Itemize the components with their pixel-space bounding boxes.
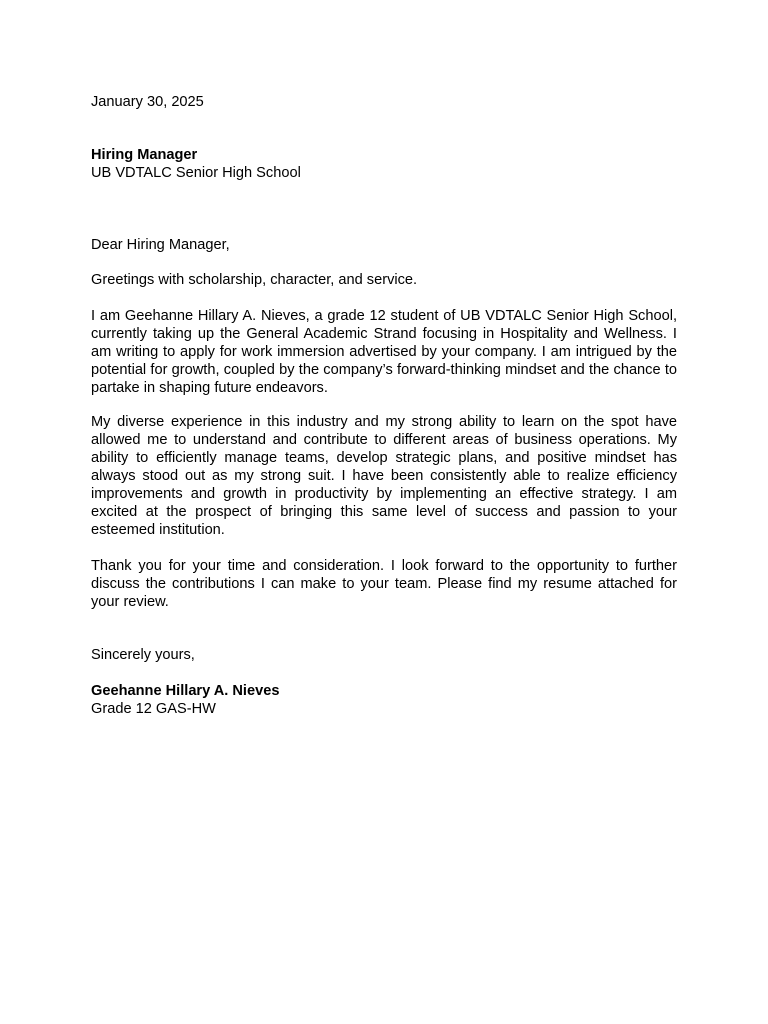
salutation-block (91, 236, 677, 254)
signature-name: Geehanne Hillary A. Nieves (91, 683, 280, 699)
letter-date-block (91, 93, 677, 111)
recipient-organization: UB VDTALC Senior High School (91, 165, 301, 181)
body-paragraph-3: Thank you for your time and consideration. I look forward to the opportunity to further discuss the contributions I can make to your team. Please find my resume attached for your review. (91, 558, 677, 610)
signature-position: Grade 12 GAS-HW (91, 701, 216, 717)
body-paragraph-1: I am Geehanne Hillary A. Nieves, a grade 12 student of UB VDTALC Senior High School, currently taking up the General Academic Strand focusing in Hospitality and Wellness. I am writing to apply for work immersion advertised by your company. I am intrigued by the potential for growth, coupled by the company’s forward-thinking mindset and the chance to partake in shaping future endeavors. (91, 308, 677, 396)
greeting: Greetings with scholarship, character, and service. (91, 272, 418, 288)
letter-date: January 30, 2025 (91, 94, 204, 110)
salutation: Dear Hiring Manager, (91, 237, 230, 253)
closing-block (91, 646, 677, 664)
recipient-block (91, 146, 677, 182)
recipient-title: Hiring Manager (91, 147, 198, 163)
body-paragraph-2: My diverse experience in this industry and my strong ability to learn on the spot have allowed me to understand and contribute to different areas of business operations. My ability to efficiently manage teams, develop strategic plans, and positive mindset has always stood out as my strong suit. I have been consistently able to realize efficiency improvements and growth in productivity by implementing an effective strategy. I am excited at the prospect of bringing this same level of success and passion to your esteemed institution. (91, 414, 677, 538)
signature-block (91, 682, 677, 718)
greeting-block (91, 271, 677, 289)
closing: Sincerely yours, (91, 647, 195, 663)
